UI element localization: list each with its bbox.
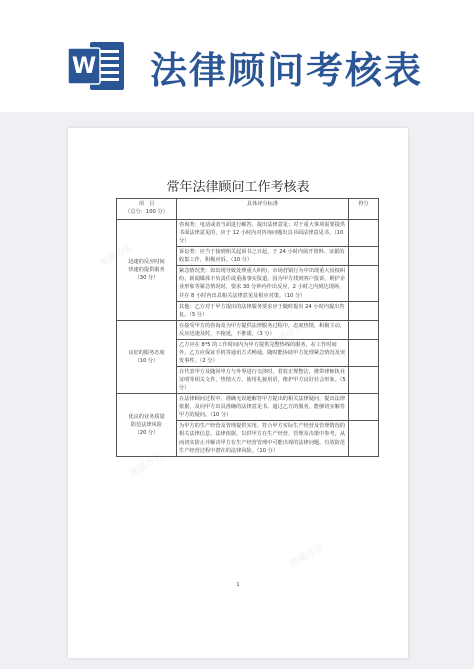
score-cell — [349, 394, 379, 421]
score-cell — [349, 367, 379, 394]
criteria-cell: 乙方应在 8*5 的工作时间内为甲方提供完整热线的服务，在工作时间外，乙方应保证手机等通讯方式畅通，随时能协助甲方处理紧急情况及突发事件。（2 分） — [177, 339, 349, 366]
table-row — [117, 320, 379, 339]
criteria-cell: 咨询类：电话或者当面进行解答，提出法律意见；对于重大事项需要提供书面法律意见的，应于 12 小时内对咨询问题出具书面法律意见书。（10 分） — [177, 220, 349, 247]
logo-letter: W — [71, 54, 97, 79]
score-cell — [349, 320, 379, 339]
score-cell — [349, 247, 379, 266]
section-category-cell: 良好的服务态度 （10 分） — [117, 320, 177, 394]
criteria-cell: 在接受甲方的咨询及为甲方提供法律服务过程中，态度热情，积极主动，反应迅速及时，不拖延，不推诿。（3 分） — [177, 320, 349, 339]
score-cell — [349, 339, 379, 366]
header-item-cell: 项 目 （总分：100 分） — [117, 199, 177, 220]
assessment-table — [116, 198, 379, 457]
page-number: 1 — [236, 582, 240, 588]
criteria-cell: 其他：乙方对于甲方提出的法律服务要求应于随时提出 24 小时内提出答复。（5 分） — [177, 301, 349, 320]
section-category-cell: 迅速的反应时间 快速的提供服务 （30 分） — [117, 220, 177, 321]
section-category-cell: 优良的业务质量 防范法律风险 （20 分） — [117, 394, 177, 456]
score-cell — [349, 266, 379, 301]
criteria-cell: 在法律顾问过程中，准确无误地解答甲方提出的相关法律疑问，提出法律依据，及向甲方出具准确的法律意见书。通过乙方的服务，能够切实解答甲方的疑问。（10 分） — [177, 394, 349, 421]
score-cell — [349, 220, 379, 247]
criteria-cell: 诉讼类：应当于接到相关起诉书之日起，于 24 小时内展开资料、证据的收集工作，积极应诉。（10 分） — [177, 247, 349, 266]
criteria-cell: 在代表甲方及随同甲方与外界进行交涉时，着装正规整洁，携带律师执业证明等相关文件，热情大方，使用礼貌用语，维护甲方良好社会形象。（5 分） — [177, 367, 349, 394]
banner — [0, 0, 474, 112]
word-document-icon — [68, 40, 126, 92]
score-cell — [349, 301, 379, 320]
header-criteria-cell: 具体评分标准 — [177, 199, 349, 220]
score-cell — [349, 421, 379, 456]
table-row — [117, 394, 379, 421]
banner-title: 法律顾问考核表 — [150, 49, 423, 92]
header-score-cell: 得分 — [349, 199, 379, 220]
table-header-row — [117, 199, 379, 220]
criteria-cell: 为甲方的生产经营及管理提供实用，符合甲方实际生产经营及管理情况的相关法律信息、法律依据，以供甲方在生产经营、管理及决策中参考，从而切实防止并解决甲方在生产经营管理中可能出现的法律问题，有效防范生产经营过程中潜在的法律风险。（10 分） — [177, 421, 349, 456]
table-row — [117, 220, 379, 247]
document-title: 常年法律顾问工作考核表 — [166, 180, 310, 195]
document-page: 熊猫办公 熊猫办公 熊猫办公 熊猫办公 常年法律顾问工作考核表 项 目 （总分：100 分） 具体评分标准 得分 迅速的反应时间 快速的提供服务 （30 分） 咨询类：电话或者当面进行解答，提出法律意见；对于重大事项需要提供书面法律意见的，应于 12 小时内对咨询问题出具书面法律意见书。（10 分） 诉讼类：应当于接到相关起诉书之日起，于 24 小时内展开资料、证据的收集工作，积极应诉。（10 分） 紧急情况类：如出现导致处理重大纠纷、市场营销行为中出现重大侵权纠纷、新闻媒体不负责任或重曲事实报道，因为甲方找到客户投诉，维护企业形象等紧急情况时，要求 30 分钟内作出反应，2 小时之内到达现场，并在 8 小时内出具相关法律意见及相应对策。（10 分） 其他：乙方对于甲方提出的法律服务要求应于随时提出 24 小时内提出答复。（5 分） 良好的服务态度 （10 分） 在接受甲方的咨询及为甲方提供法律服务过程中，态度热情，积极主动，反应迅速及时，不拖延，不推诿。（3 分） 乙方应在 8*5 的工作时间内为甲方提供完整热线的服务，在工作时间外，乙方应保证手机等通讯方式畅通，随时能协助甲方处理紧急情况及突发事件。（2 分） 在代表甲方及随同甲方与外界进行交涉时，着装正规整洁，携带律师执业证明等相关文件，热情大方，使用礼貌用语，维护甲方良好社会形象。（5 分） 优良的业务质量 防范法律风险 （20 分） 在法律顾问过程中，准确无误地解答甲方提出的相关法律疑问，提出法律依据，及向甲方出具准确的法律意见书。通过乙方的服务，能够切实解答甲方的疑问。（10 分） 为甲方的生产经营及管理提供实用，符合甲方实际生产经营及管理情况的相关法律信息、法律依据，以供甲方在生产经营、管理及决策中参考，从而切实防止并解决甲方在生产经营管理中可能出现的法律问题，有效防范生产经营过程中潜在的法律风险。（10 分） 1 — [68, 128, 408, 658]
criteria-cell: 紧急情况类：如出现导致处理重大纠纷、市场营销行为中出现重大侵权纠纷、新闻媒体不负责任或重曲事实报道，因为甲方找到客户投诉，维护企业形象等紧急情况时，要求 30 分钟内作出反应，2 小时之内到达现场，并在 8 小时内出具相关法律意见及相应对策。（10 分） — [177, 266, 349, 301]
